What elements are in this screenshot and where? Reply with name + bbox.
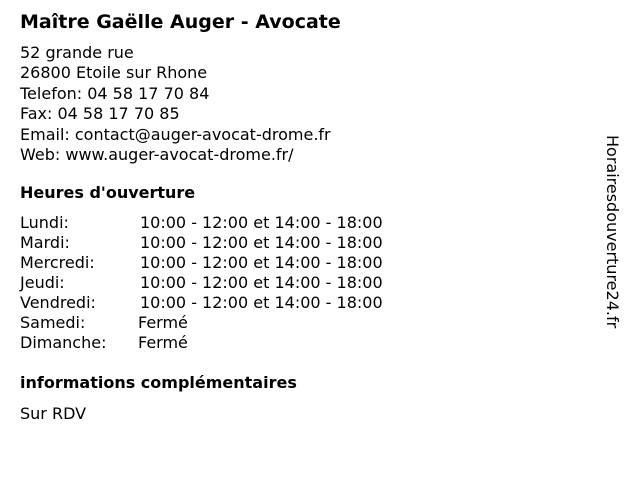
city-address: 26800 Etoile sur Rhone — [20, 63, 208, 83]
day-hours: 10:00 - 12:00 et 14:00 - 18:00 — [140, 273, 383, 292]
opening-hours-heading: Heures d'ouverture — [20, 183, 196, 202]
day-hours: 10:00 - 12:00 et 14:00 - 18:00 — [140, 253, 383, 272]
fax-number: Fax: 04 58 17 70 85 — [20, 104, 180, 124]
day-hours: 10:00 - 12:00 et 14:00 - 18:00 — [140, 233, 383, 252]
website-address: Web: www.auger-avocat-drome.fr/ — [20, 144, 294, 164]
day-hours: 10:00 - 12:00 et 14:00 - 18:00 — [140, 293, 383, 312]
email-address: Email: contact@auger-avocat-drome.fr — [20, 124, 331, 144]
day-label: Mercredi: — [20, 253, 95, 272]
contact-block — [20, 43, 331, 165]
street-address: 52 grande rue — [20, 43, 134, 62]
day-label: Samedi: — [20, 313, 86, 332]
additional-info-heading: informations complémentaires — [20, 373, 297, 392]
day-label: Jeudi: — [20, 273, 65, 292]
site-watermark: Horairesdouverture24.fr — [603, 135, 622, 329]
day-hours: Fermé — [138, 333, 188, 352]
day-hours: 10:00 - 12:00 et 14:00 - 18:00 — [140, 213, 383, 232]
business-title: Maître Gaëlle Auger - Avocate — [20, 11, 341, 33]
day-label: Mardi: — [20, 233, 70, 252]
day-label: Lundi: — [20, 213, 69, 232]
day-hours: Fermé — [138, 313, 188, 332]
additional-info-text: Sur RDV — [20, 404, 87, 423]
phone-number: Telefon: 04 58 17 70 84 — [20, 83, 210, 103]
day-label: Vendredi: — [20, 293, 96, 312]
day-label: Dimanche: — [20, 333, 107, 352]
